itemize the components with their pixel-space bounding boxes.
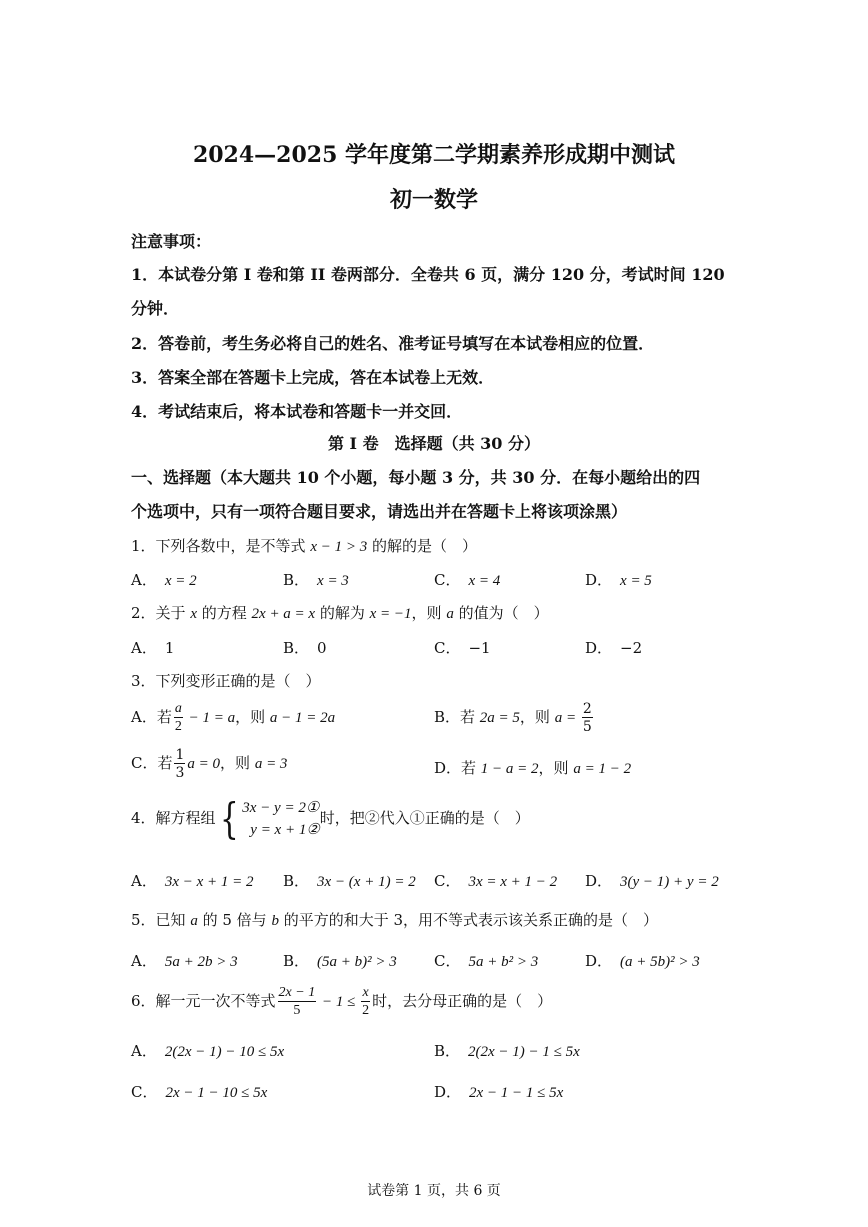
stem-math: a	[190, 913, 198, 929]
option-label: B．若	[434, 708, 480, 726]
option-label: C．	[434, 571, 461, 589]
question-2-option-c[interactable]	[434, 637, 491, 658]
option-value: −2	[620, 639, 643, 657]
question-6-option-c[interactable]	[131, 1081, 267, 1102]
question-1-stem	[131, 535, 477, 556]
option-label: C．	[434, 872, 461, 890]
stem-math: x = −1	[369, 606, 412, 622]
equation-2: y = x + 1②	[250, 822, 320, 838]
option-math: x = 3	[317, 573, 349, 589]
option-label: B．	[283, 872, 310, 890]
note-item: 3．答案全部在答题卡上完成，答在本试卷上无效．	[131, 368, 495, 387]
question-4-option-b[interactable]	[283, 870, 416, 891]
option-label: A．	[131, 639, 157, 657]
stem-text: 2．关于	[131, 604, 191, 622]
option-math: 3x = x + 1 − 2	[468, 874, 558, 890]
fraction-denominator: 3	[175, 765, 185, 781]
option-label: B．	[283, 952, 310, 970]
option-label: A．	[131, 872, 157, 890]
section-heading: 第 I 卷 选择题（共 30 分）	[327, 434, 541, 453]
stem-math: − 1 ≤	[318, 994, 360, 1010]
stem-math: 2x + a = x	[251, 606, 316, 622]
option-label: A．若	[131, 708, 172, 726]
stem-text: 的值为（ ）	[453, 604, 549, 622]
option-math: a = 3	[254, 756, 288, 772]
option-math: x = 5	[620, 573, 652, 589]
question-2-option-b[interactable]	[283, 637, 327, 658]
fraction	[361, 986, 370, 1018]
option-label: C．若	[131, 754, 173, 772]
option-label: D．	[585, 952, 613, 970]
option-value: 0	[317, 639, 327, 657]
equation-1: 3x − y = 2①	[242, 800, 320, 816]
option-label: B．	[434, 1042, 461, 1060]
equation-system	[216, 794, 320, 843]
question-3-option-d[interactable]	[434, 757, 631, 778]
option-math: (5a + b)² > 3	[317, 954, 397, 970]
fraction	[582, 702, 593, 734]
fraction	[174, 748, 185, 780]
option-label: A．	[131, 571, 157, 589]
fraction-numerator: 2x − 1	[278, 985, 316, 1000]
fraction-numerator: 2	[582, 701, 592, 717]
question-1-option-a[interactable]	[131, 569, 197, 590]
exam-subtitle: 初一数学	[389, 187, 478, 213]
option-math: 3x − (x + 1) = 2	[317, 874, 416, 890]
brace-icon: {	[219, 794, 239, 843]
option-math: 3x − x + 1 = 2	[164, 874, 254, 890]
fraction-numerator: a	[174, 701, 182, 716]
exam-title: 2024—2025 学年度第二学期素养形成期中测试	[192, 142, 676, 168]
question-5-stem	[131, 909, 658, 930]
stem-math: x	[190, 606, 197, 622]
option-label: A．	[131, 952, 157, 970]
stem-text: 的平方的和大于 3，用不等式表示该关系正确的是（ ）	[278, 911, 659, 929]
section-instructions: 一、选择题（本大题共 10 个小题，每小题 3 分，共 30 分．在每小题给出的四	[131, 468, 701, 487]
fraction-denominator: 2	[362, 1003, 370, 1018]
question-2-option-a[interactable]	[131, 637, 174, 658]
option-value: 1	[164, 639, 175, 657]
question-5-option-c[interactable]	[434, 950, 538, 971]
stem-text: 时，去分母正确的是（ ）	[372, 992, 553, 1010]
option-math: a = 0	[187, 756, 221, 772]
option-label: D．	[585, 571, 613, 589]
option-value: −1	[468, 639, 491, 657]
note-item: 4．考试结束后，将本试卷和答题卡一并交回．	[131, 402, 463, 421]
question-4-stem	[131, 794, 530, 843]
fraction-numerator: 1	[175, 747, 185, 763]
question-1-option-b[interactable]	[283, 569, 349, 590]
option-math: a =	[554, 710, 580, 726]
option-math: (a + 5b)² > 3	[620, 954, 700, 970]
option-math: 5a + b² > 3	[468, 954, 539, 970]
note-item: 分钟．	[131, 299, 180, 318]
stem-text: 5．已知	[131, 911, 191, 929]
question-1-option-c[interactable]	[434, 569, 500, 590]
question-3-option-b[interactable]	[434, 702, 595, 734]
option-math: 3(y − 1) + y = 2	[620, 874, 719, 890]
stem-text: 的 5 倍与	[197, 911, 272, 929]
stem-text: 6．解一元一次不等式	[131, 992, 276, 1010]
option-math: 2x − 1 − 1 ≤ 5x	[469, 1085, 564, 1101]
stem-text: 时，把②代入①正确的是（ ）	[319, 809, 530, 827]
option-math: 2(2x − 1) − 1 ≤ 5x	[468, 1044, 580, 1060]
notes-heading: 注意事项：	[131, 232, 212, 251]
option-label: B．	[283, 571, 310, 589]
stem-math: x − 1 > 3	[310, 539, 368, 555]
fraction-denominator: 2	[174, 719, 182, 734]
stem-text: ，则	[411, 604, 447, 622]
question-4-option-a[interactable]	[131, 870, 254, 891]
stem-math: a	[446, 606, 454, 622]
option-math: a = 1 − 2	[573, 761, 632, 777]
option-label: B．	[283, 639, 310, 657]
option-label: C．	[131, 1083, 158, 1101]
option-label: C．	[434, 639, 461, 657]
option-text: ，则	[519, 708, 555, 726]
option-math: 5a + 2b > 3	[164, 954, 238, 970]
question-4-option-d[interactable]	[585, 870, 719, 891]
question-6-option-b[interactable]	[434, 1040, 580, 1061]
question-4-option-c[interactable]	[434, 870, 557, 891]
option-math: − 1 = a	[184, 710, 236, 726]
option-text: ，则	[235, 708, 270, 726]
stem-math: b	[271, 913, 279, 929]
stem-text: 的解的是（ ）	[367, 537, 478, 555]
stem-text: 的解为	[315, 604, 370, 622]
option-label: D．	[585, 639, 613, 657]
question-2-stem	[131, 602, 549, 623]
note-item: 2．答卷前，考生务必将自己的姓名、准考证号填写在本试卷相应的位置．	[131, 334, 655, 353]
option-math: 1 − a = 2	[480, 761, 539, 777]
option-label: C．	[434, 952, 461, 970]
option-label: D．	[585, 872, 613, 890]
question-5-option-a[interactable]	[131, 950, 238, 971]
question-3-option-c[interactable]	[131, 748, 287, 780]
question-6-option-d[interactable]	[434, 1081, 563, 1102]
option-math: 2a = 5	[479, 710, 520, 726]
option-math: 2(2x − 1) − 10 ≤ 5x	[164, 1044, 285, 1060]
section-instructions: 个选项中，只有一项符合题目要求，请选出并在答题卡上将该项涂黑）	[131, 502, 628, 521]
option-text: ，则	[220, 754, 255, 772]
fraction	[174, 702, 183, 734]
question-5-option-d[interactable]	[585, 950, 700, 971]
page-footer: 试卷第 1 页，共 6 页	[367, 1183, 501, 1199]
fraction-numerator: x	[362, 985, 369, 1000]
question-5-option-b[interactable]	[283, 950, 397, 971]
question-3-stem: 3．下列变形正确的是（ ）	[131, 672, 321, 690]
stem-text: 1．下列各数中，是不等式	[131, 537, 311, 555]
option-label: D．若	[434, 759, 481, 777]
option-label: A．	[131, 1042, 157, 1060]
option-math: x = 2	[164, 573, 197, 589]
fraction-denominator: 5	[293, 1003, 301, 1018]
option-text: ，则	[538, 759, 574, 777]
option-label: D．	[434, 1083, 462, 1101]
option-math: 2x − 1 − 10 ≤ 5x	[165, 1085, 268, 1101]
question-2-option-d[interactable]	[585, 637, 642, 658]
fraction	[278, 986, 317, 1018]
stem-text: 4．解方程组	[131, 809, 216, 827]
question-6-option-a[interactable]	[131, 1040, 284, 1061]
option-math: a − 1 = 2a	[269, 710, 336, 726]
question-6-stem	[131, 986, 552, 1018]
question-1-option-d[interactable]	[585, 569, 652, 590]
note-item: 1．本试卷分第 I 卷和第 II 卷两部分．全卷共 6 页，满分 120 分，考试时间 120	[131, 265, 725, 284]
fraction-denominator: 5	[582, 719, 592, 735]
question-3-option-a[interactable]	[131, 702, 335, 734]
stem-text: 的方程	[196, 604, 252, 622]
option-math: x = 4	[468, 573, 501, 589]
